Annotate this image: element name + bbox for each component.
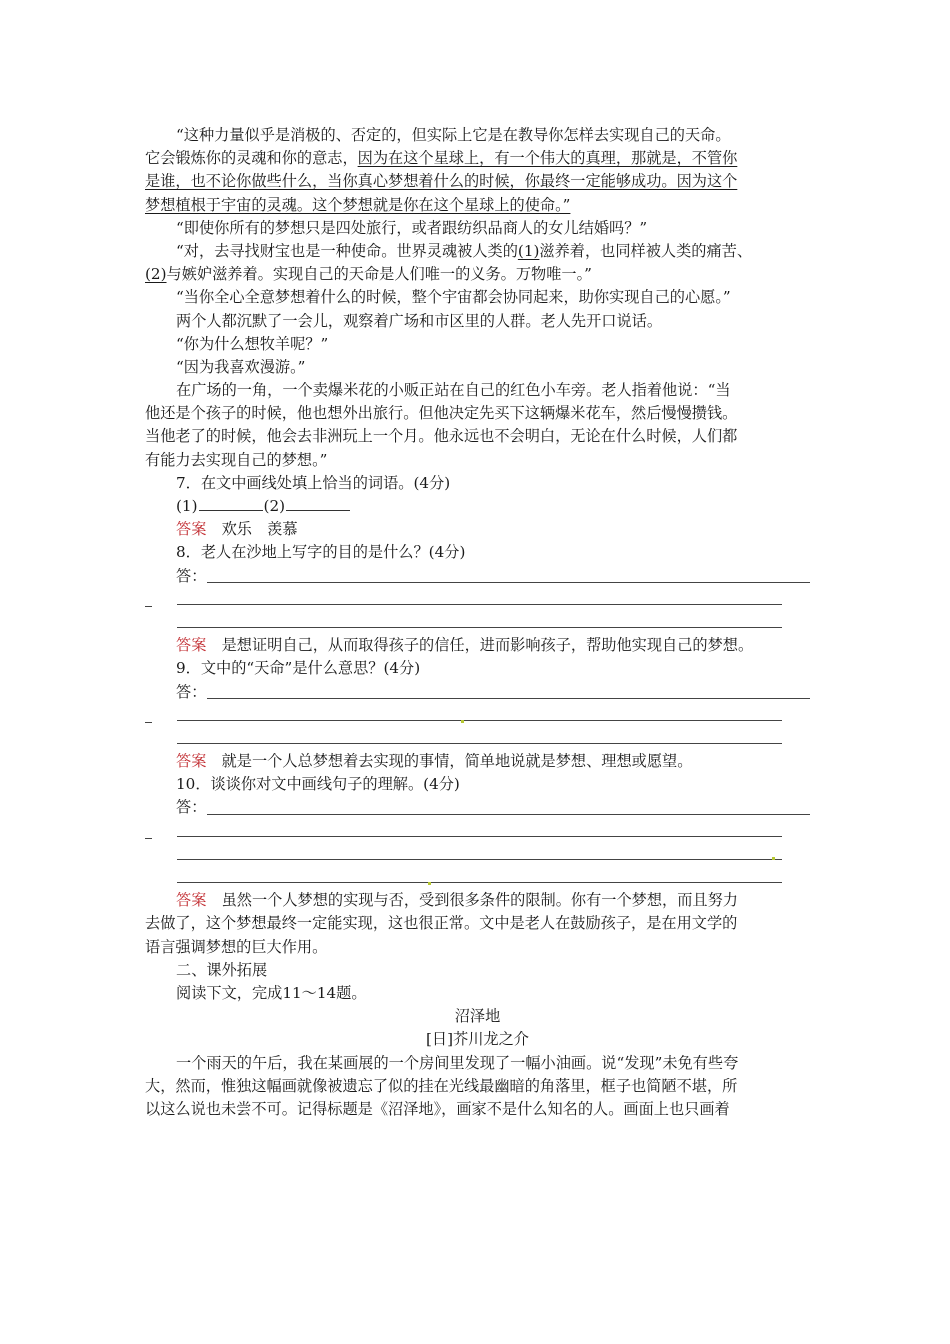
document-page bbox=[145, 124, 810, 1121]
q7-blank-2[interactable] bbox=[286, 495, 350, 511]
fill-blank-1: (1) bbox=[517, 241, 540, 260]
section-instruction: 阅读下文，完成11～14题。 bbox=[176, 983, 367, 1002]
fill-blank-2: (2) bbox=[145, 265, 167, 284]
q7-blanks: (1) (2) bbox=[145, 495, 810, 518]
para4: “当你全心全意梦想着什么的时候，整个宇宙都会协同起来，助你实现自己的心愿。” bbox=[176, 288, 731, 307]
answer-label: 答案 bbox=[176, 891, 207, 910]
q8-answer-line-1[interactable]: 答： bbox=[145, 565, 810, 588]
article-author: [日]芥川龙之介 bbox=[426, 1030, 529, 1049]
underlined-sentence: 因为在这个星球上，有一个伟大的真理，那就是，不管你 bbox=[357, 149, 738, 168]
q10-answer-line-1[interactable]: 答： bbox=[145, 796, 810, 819]
speck bbox=[428, 882, 431, 885]
q10-answer-line-2[interactable] bbox=[145, 820, 810, 843]
article-title: 沼泽地 bbox=[454, 1007, 501, 1026]
q7-answer: 答案 欢乐 羡慕 bbox=[176, 520, 298, 539]
q10-answer-line2: 去做了，这个梦想最终一定能实现，这也很正常。文中是老人在鼓励孩子，是在用文学的 bbox=[145, 914, 738, 933]
q10-answer-line-3[interactable] bbox=[145, 843, 810, 866]
answer-label: 答案 bbox=[176, 752, 207, 771]
para2: “即使你所有的梦想只是四处旅行，或者跟纺织品商人的女儿结婚吗？” bbox=[176, 218, 648, 237]
q10-answer-line3: 语言强调梦想的巨大作用。 bbox=[145, 937, 328, 956]
question-7: 7．在文中画线处填上恰当的词语。(4分) bbox=[176, 473, 451, 492]
para1-line1: “这种力量似乎是消极的、否定的，但实际上它是在教导你怎样去实现自己的天命。 bbox=[176, 126, 731, 144]
q9-answer: 答案 就是一个人总梦想着去实现的事情，简单地说就是梦想、理想或愿望。 bbox=[176, 752, 693, 771]
q9-answer-line-3[interactable] bbox=[145, 727, 810, 750]
q7-blank-1[interactable] bbox=[199, 495, 263, 511]
article-p1-line1: 一个雨天的午后，我在某画展的一个房间里发现了一幅小油画。说“发现”未免有些夸 bbox=[176, 1053, 739, 1072]
question-9: 9．文中的“天命”是什么意思？(4分) bbox=[176, 659, 421, 678]
para8-line4: 有能力去实现自己的梦想。” bbox=[145, 450, 328, 469]
para8-line3: 当他老了的时候，他会去非洲玩上一个月。他永远也不会明白，无论在什么时候，人们都 bbox=[145, 427, 738, 446]
q9-answer-line-1[interactable]: 答： bbox=[145, 681, 810, 704]
q10-answer-line-4[interactable] bbox=[145, 866, 810, 889]
answer-label: 答案 bbox=[176, 636, 207, 655]
para1-line2: 它会锻炼你的灵魂和你的意志，因为在这个星球上，有一个伟大的真理，那就是，不管你 bbox=[145, 149, 738, 168]
para8-line1: 在广场的一角，一个卖爆米花的小贩正站在自己的红色小车旁。老人指着他说：“当 bbox=[176, 381, 731, 400]
para8-line2: 他还是个孩子的时候，他也想外出旅行。但他决定先买下这辆爆米花车，然后慢慢攒钱。 bbox=[145, 404, 738, 423]
para3-line2: (2)与嫉妒滋养着。实现自己的天命是人们唯一的义务。万物唯一。” bbox=[145, 265, 592, 284]
para7: “因为我喜欢漫游。” bbox=[176, 357, 306, 376]
article-p1-line3: 以这么说也未尝不可。记得标题是《沼泽地》，画家不是什么知名的人。画面上也只画着 bbox=[145, 1099, 730, 1118]
para5: 两个人都沉默了一会儿，观察着广场和市区里的人群。老人先开口说话。 bbox=[176, 311, 662, 330]
section-heading: 二、课外拓展 bbox=[176, 960, 268, 979]
para6: “你为什么想牧羊呢？” bbox=[176, 334, 329, 353]
q9-answer-line-2[interactable] bbox=[145, 704, 810, 727]
question-10: 10．谈谈你对文中画线句子的理解。(4分) bbox=[176, 775, 460, 794]
para1-line3: 是谁，也不论你做些什么，当你真心梦想着什么的时候，你最终一定能够成功。因为这个 bbox=[145, 172, 738, 191]
para3-line1: “对，去寻找财宝也是一种使命。世界灵魂被人类的(1)滋养着，也同样被人类的痛苦、 bbox=[176, 241, 753, 260]
speck bbox=[772, 857, 775, 860]
speck bbox=[461, 720, 464, 723]
q10-answer-line1: 答案 虽然一个人梦想的实现与否，受到很多条件的限制。你有一个梦想，而且努力 bbox=[176, 891, 738, 910]
q8-answer-line-2[interactable] bbox=[145, 588, 810, 611]
para1-line4: 梦想植根于宇宙的灵魂。这个梦想就是你在这个星球上的使命。” bbox=[145, 195, 571, 214]
question-8: 8．老人在沙地上写字的目的是什么？(4分) bbox=[176, 543, 466, 562]
answer-label: 答案 bbox=[176, 520, 207, 539]
q8-answer-line-3[interactable] bbox=[145, 611, 810, 634]
article-p1-line2: 大，然而，惟独这幅画就像被遗忘了似的挂在光线最幽暗的角落里，框子也简陋不堪，所 bbox=[145, 1076, 738, 1095]
q8-answer: 答案 是想证明自己，从而取得孩子的信任，进而影响孩子，帮助他实现自己的梦想。 bbox=[176, 636, 754, 655]
